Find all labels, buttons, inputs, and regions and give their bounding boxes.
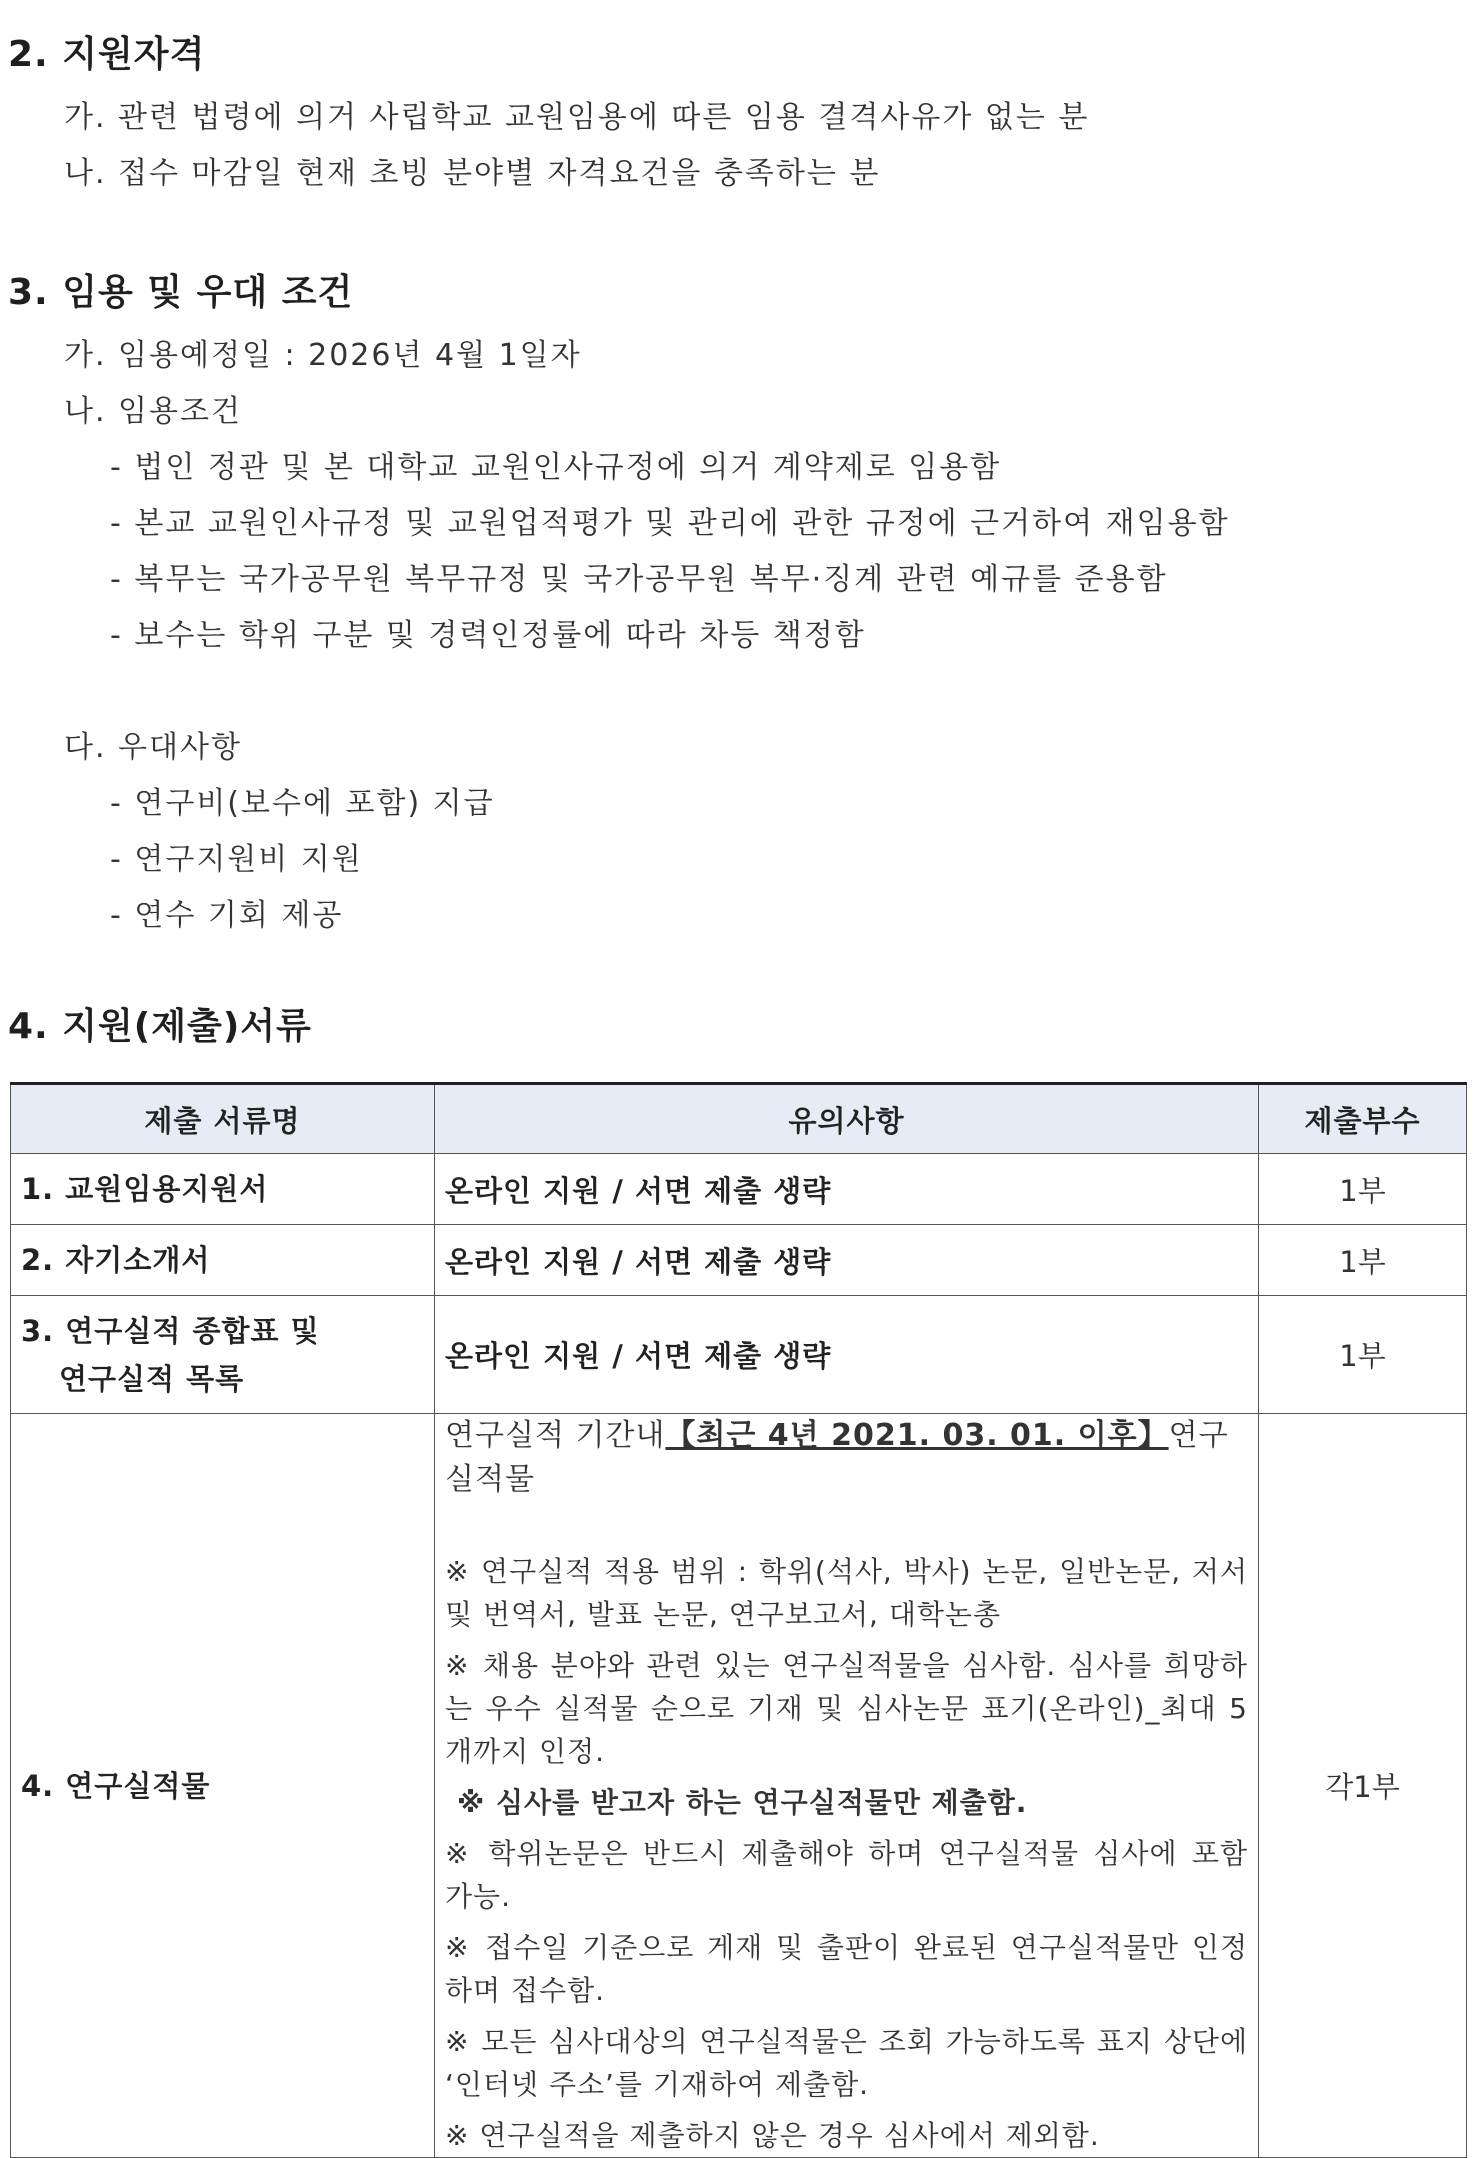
document-note: 온라인 지원 / 서면 제출 생략 bbox=[435, 1154, 1259, 1225]
document-copies: 1부 bbox=[1259, 1296, 1467, 1414]
sec2-item-a: 가. 관련 법령에 의거 사립학교 교원임용에 따른 임용 결격사유가 없는 분 bbox=[64, 100, 1090, 135]
section-4-heading: 4. 지원(제출)서류 bbox=[8, 1006, 312, 1047]
header-copies: 제출부수 bbox=[1259, 1084, 1467, 1154]
section-3-heading: 3. 임용 및 우대 조건 bbox=[8, 272, 354, 313]
table-header-row bbox=[11, 1084, 1467, 1154]
sec3-c-subitem: - 연구비(보수에 포함) 지급 bbox=[110, 786, 495, 821]
document-copies: 1부 bbox=[1259, 1154, 1467, 1225]
document-copies: 각1부 bbox=[1259, 1414, 1467, 2158]
sec2-item-b: 나. 접수 마감일 현재 초빙 분야별 자격요건을 충족하는 분 bbox=[64, 156, 881, 191]
document-name: 4. 연구실적물 bbox=[11, 1414, 435, 2158]
research-notes-cell bbox=[435, 1414, 1259, 2158]
header-document-name: 제출 서류명 bbox=[11, 1084, 435, 1154]
document-note: 온라인 지원 / 서면 제출 생략 bbox=[435, 1296, 1259, 1414]
document-copies: 1부 bbox=[1259, 1225, 1467, 1296]
documents-table bbox=[10, 1082, 1467, 2158]
document-name-line1: 3. 연구실적 종합표 및 bbox=[21, 1313, 320, 1348]
sec3-item-a: 가. 임용예정일 : 2026년 4월 1일자 bbox=[64, 338, 582, 373]
research-note: ※ 채용 분야와 관련 있는 연구실적물을 심사함. 심사를 희망하는 우수 실적물 순으로 기재 및 심사논문 표기(온라인)_최대 5개까지 인정. bbox=[445, 1649, 1248, 1768]
sec3-c-subitem: - 연구지원비 지원 bbox=[110, 842, 363, 877]
sec3-item-b: 나. 임용조건 bbox=[64, 394, 242, 429]
document-note: 온라인 지원 / 서면 제출 생략 bbox=[435, 1225, 1259, 1296]
research-note: ※ 모든 심사대상의 연구실적물은 조회 가능하도록 표지 상단에 ‘인터넷 주소’를 기재하여 제출함. bbox=[445, 2025, 1248, 2101]
research-note-emphasis: ※ 심사를 받고자 하는 연구실적물만 제출함. bbox=[457, 1786, 1028, 1819]
research-period-post: 연구실적물 bbox=[445, 1418, 1229, 1497]
sec3-item-c: 다. 우대사항 bbox=[64, 730, 242, 765]
table-row bbox=[11, 1296, 1467, 1414]
table-row bbox=[11, 1414, 1467, 2158]
document-name: 2. 자기소개서 bbox=[11, 1225, 435, 1296]
table-row bbox=[11, 1225, 1467, 1296]
sec3-b-subitem: - 본교 교원인사규정 및 교원업적평가 및 관리에 관한 규정에 근거하여 재임용함 bbox=[110, 506, 1230, 541]
document-name-line2: 연구실적 목록 bbox=[59, 1361, 245, 1396]
research-note: ※ 연구실적 적용 범위 : 학위(석사, 박사) 논문, 일반논문, 저서 및 번역서, 발표 논문, 연구보고서, 대학논총 bbox=[445, 1555, 1248, 1631]
research-period-highlight: 【최근 4년 2021. 03. 01. 이후】 bbox=[665, 1418, 1169, 1453]
sec3-b-subitem: - 보수는 학위 구분 및 경력인정률에 따라 차등 책정함 bbox=[110, 618, 866, 653]
document-name: 1. 교원임용지원서 bbox=[11, 1154, 435, 1225]
table-row bbox=[11, 1154, 1467, 1225]
sec3-c-subitem: - 연수 기회 제공 bbox=[110, 898, 344, 933]
header-notes: 유의사항 bbox=[435, 1084, 1259, 1154]
research-note: ※ 접수일 기준으로 게재 및 출판이 완료된 연구실적물만 인정하며 접수함. bbox=[445, 1931, 1248, 2007]
sec3-b-subitem: - 복무는 국가공무원 복무규정 및 국가공무원 복무·징계 관련 예규를 준용함 bbox=[110, 562, 1168, 597]
research-period-pre: 연구실적 기간내 bbox=[445, 1418, 666, 1453]
document-name bbox=[11, 1296, 435, 1414]
research-period-line bbox=[445, 1414, 1248, 1502]
sec3-b-subitem: - 법인 정관 및 본 대학교 교원인사규정에 의거 계약제로 임용함 bbox=[110, 450, 1002, 485]
section-2-heading: 2. 지원자격 bbox=[8, 34, 206, 75]
research-note: ※ 학위논문은 반드시 제출해야 하며 연구실적물 심사에 포함 가능. bbox=[445, 1837, 1248, 1913]
research-note: ※ 연구실적을 제출하지 않은 경우 심사에서 제외함. bbox=[445, 2119, 1100, 2152]
